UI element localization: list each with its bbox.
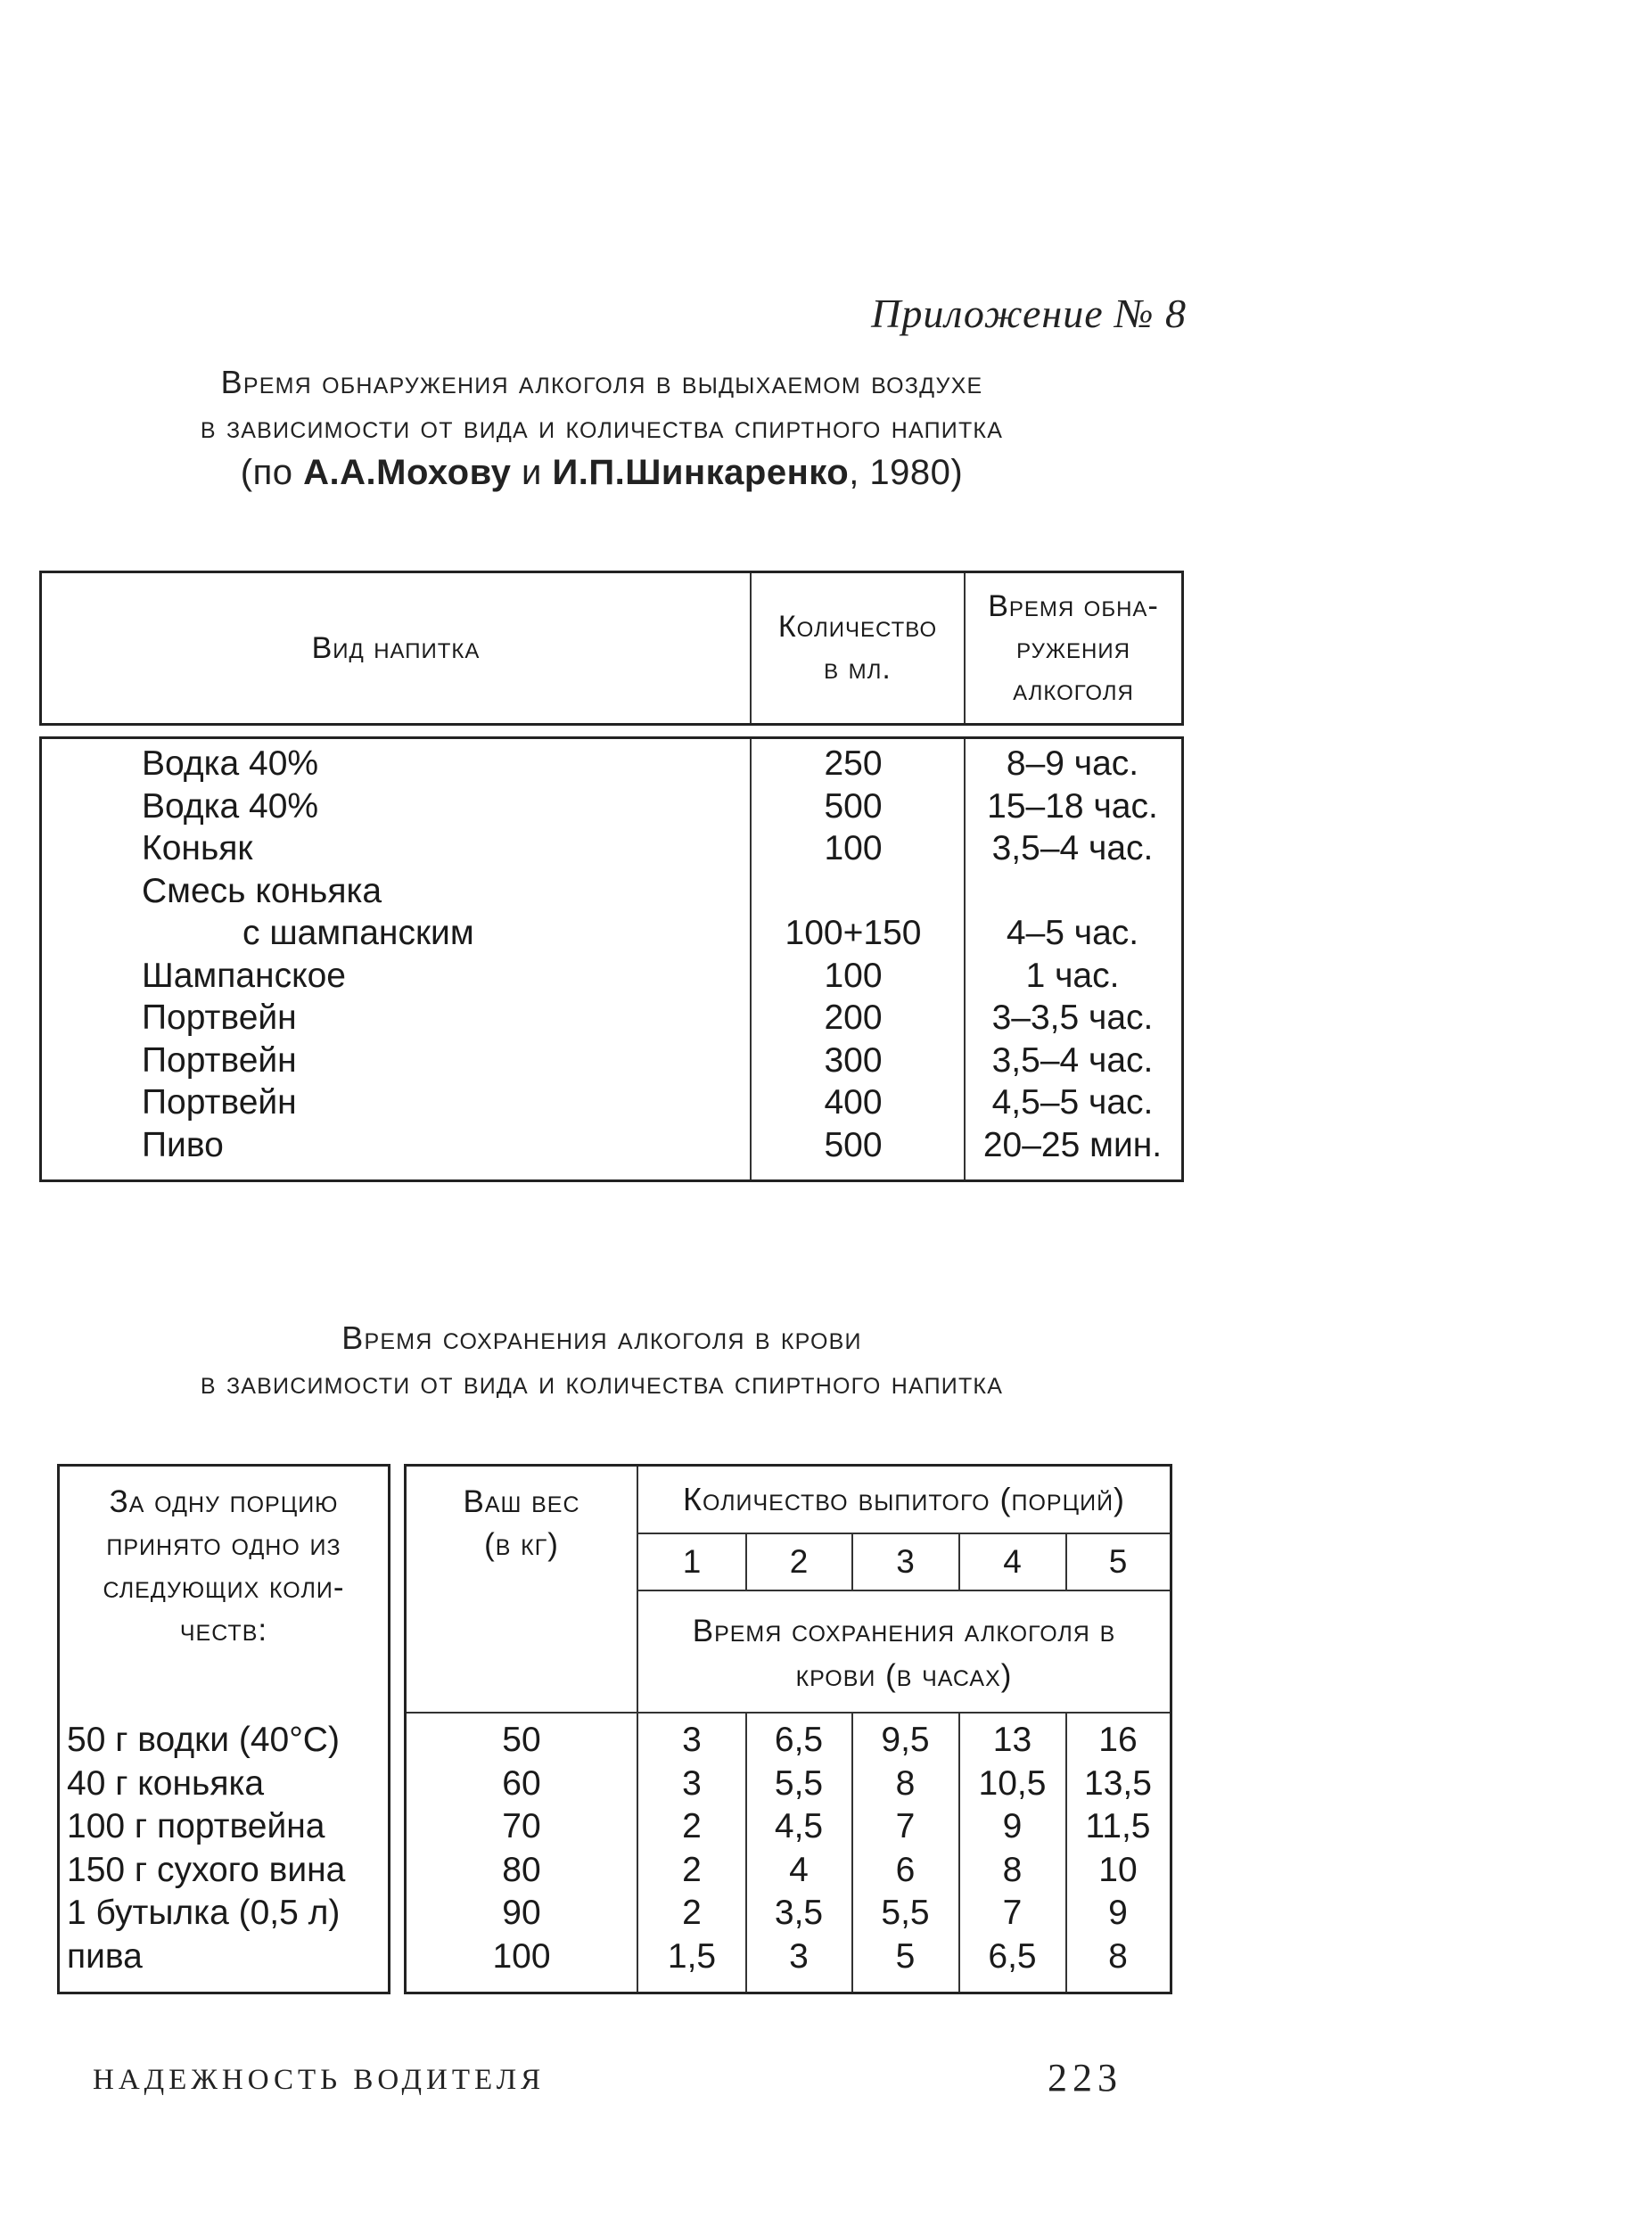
value-cell: 4,5	[774, 1807, 824, 1845]
title-suffix: , 1980)	[849, 453, 964, 492]
portions-header-line4: честв:	[179, 1613, 268, 1648]
table-row	[407, 1851, 1170, 1894]
weight-header-line1: Ваш вес	[463, 1484, 580, 1519]
drink-name: с шампанским	[242, 914, 474, 952]
table-row	[42, 999, 1181, 1041]
value-cell: 9	[1108, 1894, 1128, 1932]
drink-qty: 300	[824, 1040, 883, 1080]
table1-title-line2: в зависимости от вида и количества спиртного напитка	[200, 408, 1004, 445]
title-mid: и	[511, 453, 553, 492]
title-prefix: (по	[240, 453, 304, 492]
weight-cell: 70	[502, 1807, 541, 1845]
drink-name: Портвейн	[142, 1040, 297, 1080]
table-row	[42, 1083, 1181, 1126]
table2-portions-box	[57, 1464, 390, 1994]
drink-qty: 250	[824, 744, 883, 783]
table-row	[42, 829, 1181, 872]
value-cell: 1,5	[667, 1936, 717, 1976]
table-row	[42, 787, 1181, 830]
header-quantity-line1: Количество	[777, 610, 938, 644]
table2-title-line1: Время сохранения алкоголя в крови	[341, 1319, 862, 1356]
weight-cell: 60	[502, 1763, 541, 1803]
drink-name: Водка 40%	[142, 744, 319, 783]
drink-name: Шампанское	[142, 956, 346, 995]
author2: И.П.Шинкаренко	[552, 453, 850, 492]
drink-time: 3–3,5 час.	[991, 999, 1154, 1037]
table2-times-box	[404, 1464, 1172, 1994]
table-row	[407, 1937, 1170, 1981]
count-col-5: 5	[1108, 1543, 1128, 1580]
value-cell: 6	[895, 1850, 916, 1889]
portions-header	[60, 1481, 388, 1652]
value-cell: 3	[682, 1721, 702, 1759]
portions-header-line1: За одну порцию	[109, 1484, 339, 1519]
value-cell: 13	[992, 1721, 1032, 1759]
value-cell: 8	[1002, 1850, 1023, 1889]
value-cell: 9	[1002, 1807, 1023, 1845]
weight-header	[407, 1481, 637, 1566]
drink-qty: 500	[824, 786, 883, 826]
portion-item: пива	[67, 1936, 143, 1976]
portions-header-line3: следующих коли-	[103, 1570, 345, 1605]
table1-body	[39, 736, 1184, 1182]
drink-qty: 100	[824, 956, 883, 995]
drink-qty: 400	[824, 1083, 883, 1122]
table-row	[42, 744, 1181, 787]
drink-name: Коньяк	[142, 829, 253, 867]
drink-qty: 500	[824, 1125, 883, 1164]
portions-header-line2: принято одно из	[106, 1527, 341, 1562]
time-header	[638, 1600, 1170, 1707]
table-row	[42, 1041, 1181, 1084]
drink-time: 1 час.	[1025, 956, 1120, 995]
value-cell: 2	[682, 1850, 702, 1889]
value-cell: 6,5	[774, 1721, 824, 1759]
page-number: 223	[1048, 2056, 1122, 2100]
drink-name: Смесь коньяка	[142, 871, 382, 910]
header-drink: Вид напитка	[311, 630, 481, 665]
table-row	[42, 914, 1181, 957]
header-time-line1: Время обна-	[988, 588, 1159, 623]
portion-item: 1 бутылка (0,5 л)	[67, 1894, 341, 1932]
value-cell: 2	[682, 1807, 702, 1845]
table-row	[407, 1807, 1170, 1851]
appendix-label: Приложение № 8	[871, 291, 1187, 336]
time-header-line2: крови (в часах)	[795, 1658, 1013, 1693]
value-cell: 13,5	[1084, 1763, 1152, 1803]
weight-header-line2: (в кг)	[484, 1527, 559, 1562]
portion-item: 50 г водки (40°С)	[67, 1721, 340, 1759]
count-col-1: 1	[682, 1543, 702, 1580]
portion-item: 100 г портвейна	[67, 1807, 325, 1845]
drink-qty: 100+150	[785, 914, 922, 952]
table-row	[407, 1894, 1170, 1937]
table-row	[407, 1764, 1170, 1808]
table2-title-line2: в зависимости от вида и количества спиртного напитка	[200, 1364, 1004, 1401]
value-cell: 10	[1098, 1850, 1138, 1889]
drink-time: 4–5 час.	[1006, 914, 1139, 952]
drink-name: Водка 40%	[142, 786, 319, 826]
portion-item: 40 г коньяка	[67, 1763, 265, 1803]
drink-name: Пиво	[142, 1125, 224, 1164]
value-cell: 9,5	[881, 1721, 930, 1759]
value-cell: 5	[895, 1936, 916, 1976]
value-cell: 8	[1108, 1936, 1128, 1976]
value-cell: 2	[682, 1894, 702, 1932]
value-cell: 6,5	[988, 1936, 1037, 1976]
value-cell: 7	[895, 1807, 916, 1845]
header-time-line3: алкоголя	[1013, 672, 1134, 707]
header-time	[966, 573, 1181, 723]
table-row	[407, 1721, 1170, 1764]
value-cell: 3,5	[774, 1894, 824, 1932]
value-cell: 3	[789, 1936, 809, 1976]
weight-cell: 80	[502, 1850, 541, 1889]
header-quantity	[752, 573, 964, 723]
table1-title-line1: Время обнаружения алкоголя в выдыхаемом воздухе	[220, 364, 983, 400]
drink-time: 20–25 мин.	[982, 1125, 1163, 1164]
drink-name: Портвейн	[142, 999, 297, 1037]
book-title: НАДЕЖНОСТЬ ВОДИТЕЛЯ	[93, 2064, 546, 2096]
table-row	[42, 872, 1181, 915]
weight-cell: 50	[502, 1721, 541, 1759]
header-time-line2: ружения	[1016, 630, 1130, 665]
drink-name: Портвейн	[142, 1083, 297, 1122]
value-cell: 11,5	[1085, 1807, 1151, 1845]
count-col-4: 4	[1003, 1543, 1022, 1580]
drink-time: 8–9 час.	[1006, 744, 1139, 783]
drink-time: 3,5–4 час.	[991, 1040, 1154, 1080]
count-col-2: 2	[789, 1543, 809, 1580]
value-cell: 7	[1002, 1894, 1023, 1932]
drink-qty: 200	[824, 999, 883, 1037]
table1-title-line3	[0, 453, 1204, 493]
time-header-line1: Время сохранения алкоголя в	[692, 1614, 1116, 1648]
value-cell: 5,5	[774, 1763, 824, 1803]
weight-cell: 90	[502, 1894, 541, 1932]
table-row	[42, 957, 1181, 999]
value-cell: 8	[895, 1763, 916, 1803]
value-cell: 3	[682, 1763, 702, 1803]
value-cell: 16	[1098, 1721, 1138, 1759]
portion-item: 150 г сухого вина	[67, 1850, 346, 1889]
table-row	[42, 1126, 1181, 1169]
author1: А.А.Мохову	[303, 453, 512, 492]
count-header: Количество выпитого (порций)	[682, 1481, 1126, 1517]
value-cell: 5,5	[881, 1894, 930, 1932]
drink-time: 3,5–4 час.	[991, 829, 1154, 867]
table1-header	[39, 571, 1184, 726]
header-quantity-line2: в мл.	[824, 652, 892, 686]
drink-time: 4,5–5 час.	[991, 1083, 1154, 1122]
value-cell: 10,5	[978, 1763, 1047, 1803]
drink-qty: 100	[824, 829, 883, 867]
value-cell: 4	[789, 1850, 809, 1889]
weight-cell: 100	[492, 1936, 551, 1976]
drink-time: 15–18 час.	[987, 786, 1158, 826]
count-col-3: 3	[896, 1543, 915, 1580]
